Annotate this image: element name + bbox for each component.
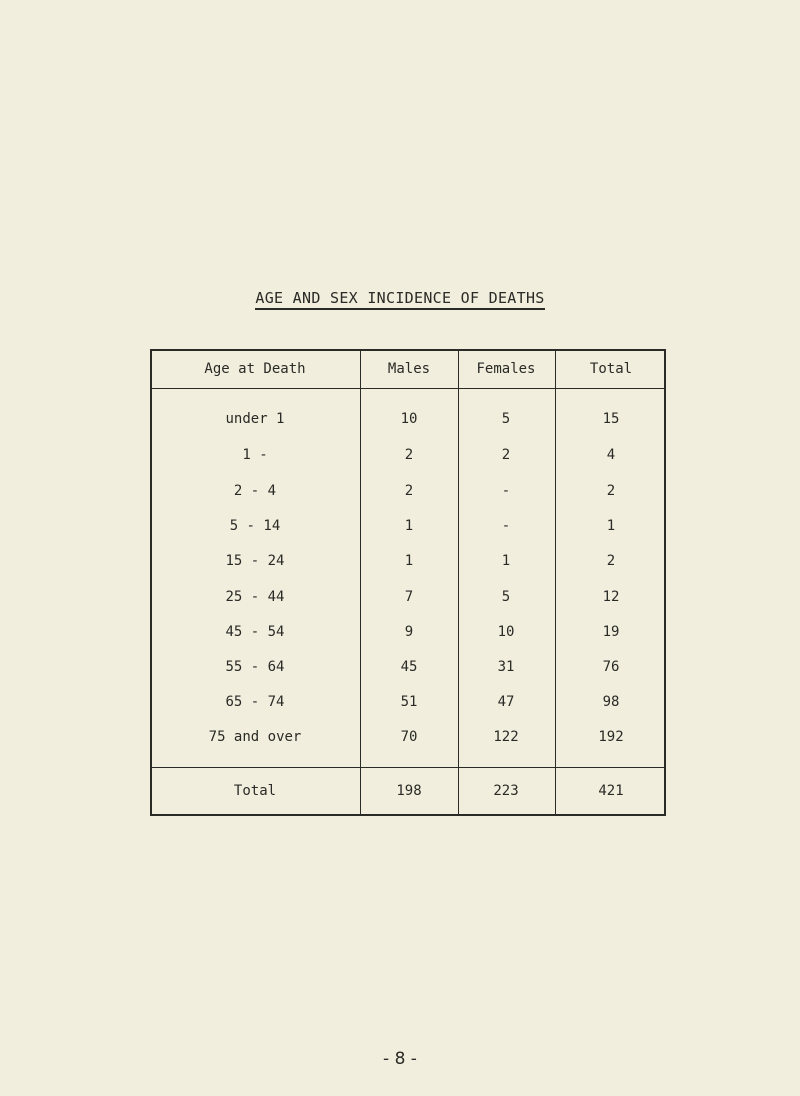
table-cell: 2 [606,483,616,499]
total-cell: 421 [598,783,624,799]
table-cell: 7 [404,589,414,605]
column-header: Males [387,361,431,377]
table-cell: 192 [598,729,624,745]
table-cell: 2 [404,483,414,499]
table-cell: 47 [497,694,515,710]
table-cell: 9 [404,624,414,640]
table-cell: 45 [400,659,418,675]
table-cell: - [501,518,511,534]
table-cell: 5 [501,411,511,427]
table-cell: - [501,483,511,499]
row-label: 65 - 74 [225,694,285,710]
row-label: 55 - 64 [225,659,285,675]
page-number: - 8 - [383,1049,417,1069]
column-header: Total [589,361,633,377]
table-cell: 5 [501,589,511,605]
table-cell: 19 [602,624,620,640]
table-cell: 2 [606,553,616,569]
row-label: 5 - 14 [229,518,281,534]
table-cell: 1 [501,553,511,569]
header-divider [152,388,664,389]
total-cell: 198 [396,783,422,799]
table-cell: 1 [404,553,414,569]
total-divider [152,767,664,768]
row-label: 2 - 4 [233,483,277,499]
row-label: 75 and over [208,729,302,745]
table-cell: 10 [497,624,515,640]
table-cell: 10 [400,411,418,427]
column-header: Age at Death [204,361,306,377]
total-label: Total [233,783,277,799]
row-label: 15 - 24 [225,553,285,569]
table-cell: 1 [606,518,616,534]
row-label: under 1 [225,411,285,427]
table-cell: 98 [602,694,620,710]
page-title: AGE AND SEX INCIDENCE OF DEATHS [0,289,800,307]
table-cell: 51 [400,694,418,710]
table-cell: 2 [404,447,414,463]
row-label: 1 - [242,447,268,463]
table-cell: 12 [602,589,620,605]
table-cell: 70 [400,729,418,745]
table-cell: 15 [602,411,620,427]
column-header: Females [476,361,536,377]
table-cell: 76 [602,659,620,675]
row-label: 45 - 54 [225,624,285,640]
deaths-table [150,349,666,816]
table-cell: 122 [493,729,519,745]
table-cell: 4 [606,447,616,463]
total-cell: 223 [493,783,519,799]
row-label: 25 - 44 [225,589,285,605]
table-cell: 1 [404,518,414,534]
table-cell: 31 [497,659,515,675]
table-cell: 2 [501,447,511,463]
